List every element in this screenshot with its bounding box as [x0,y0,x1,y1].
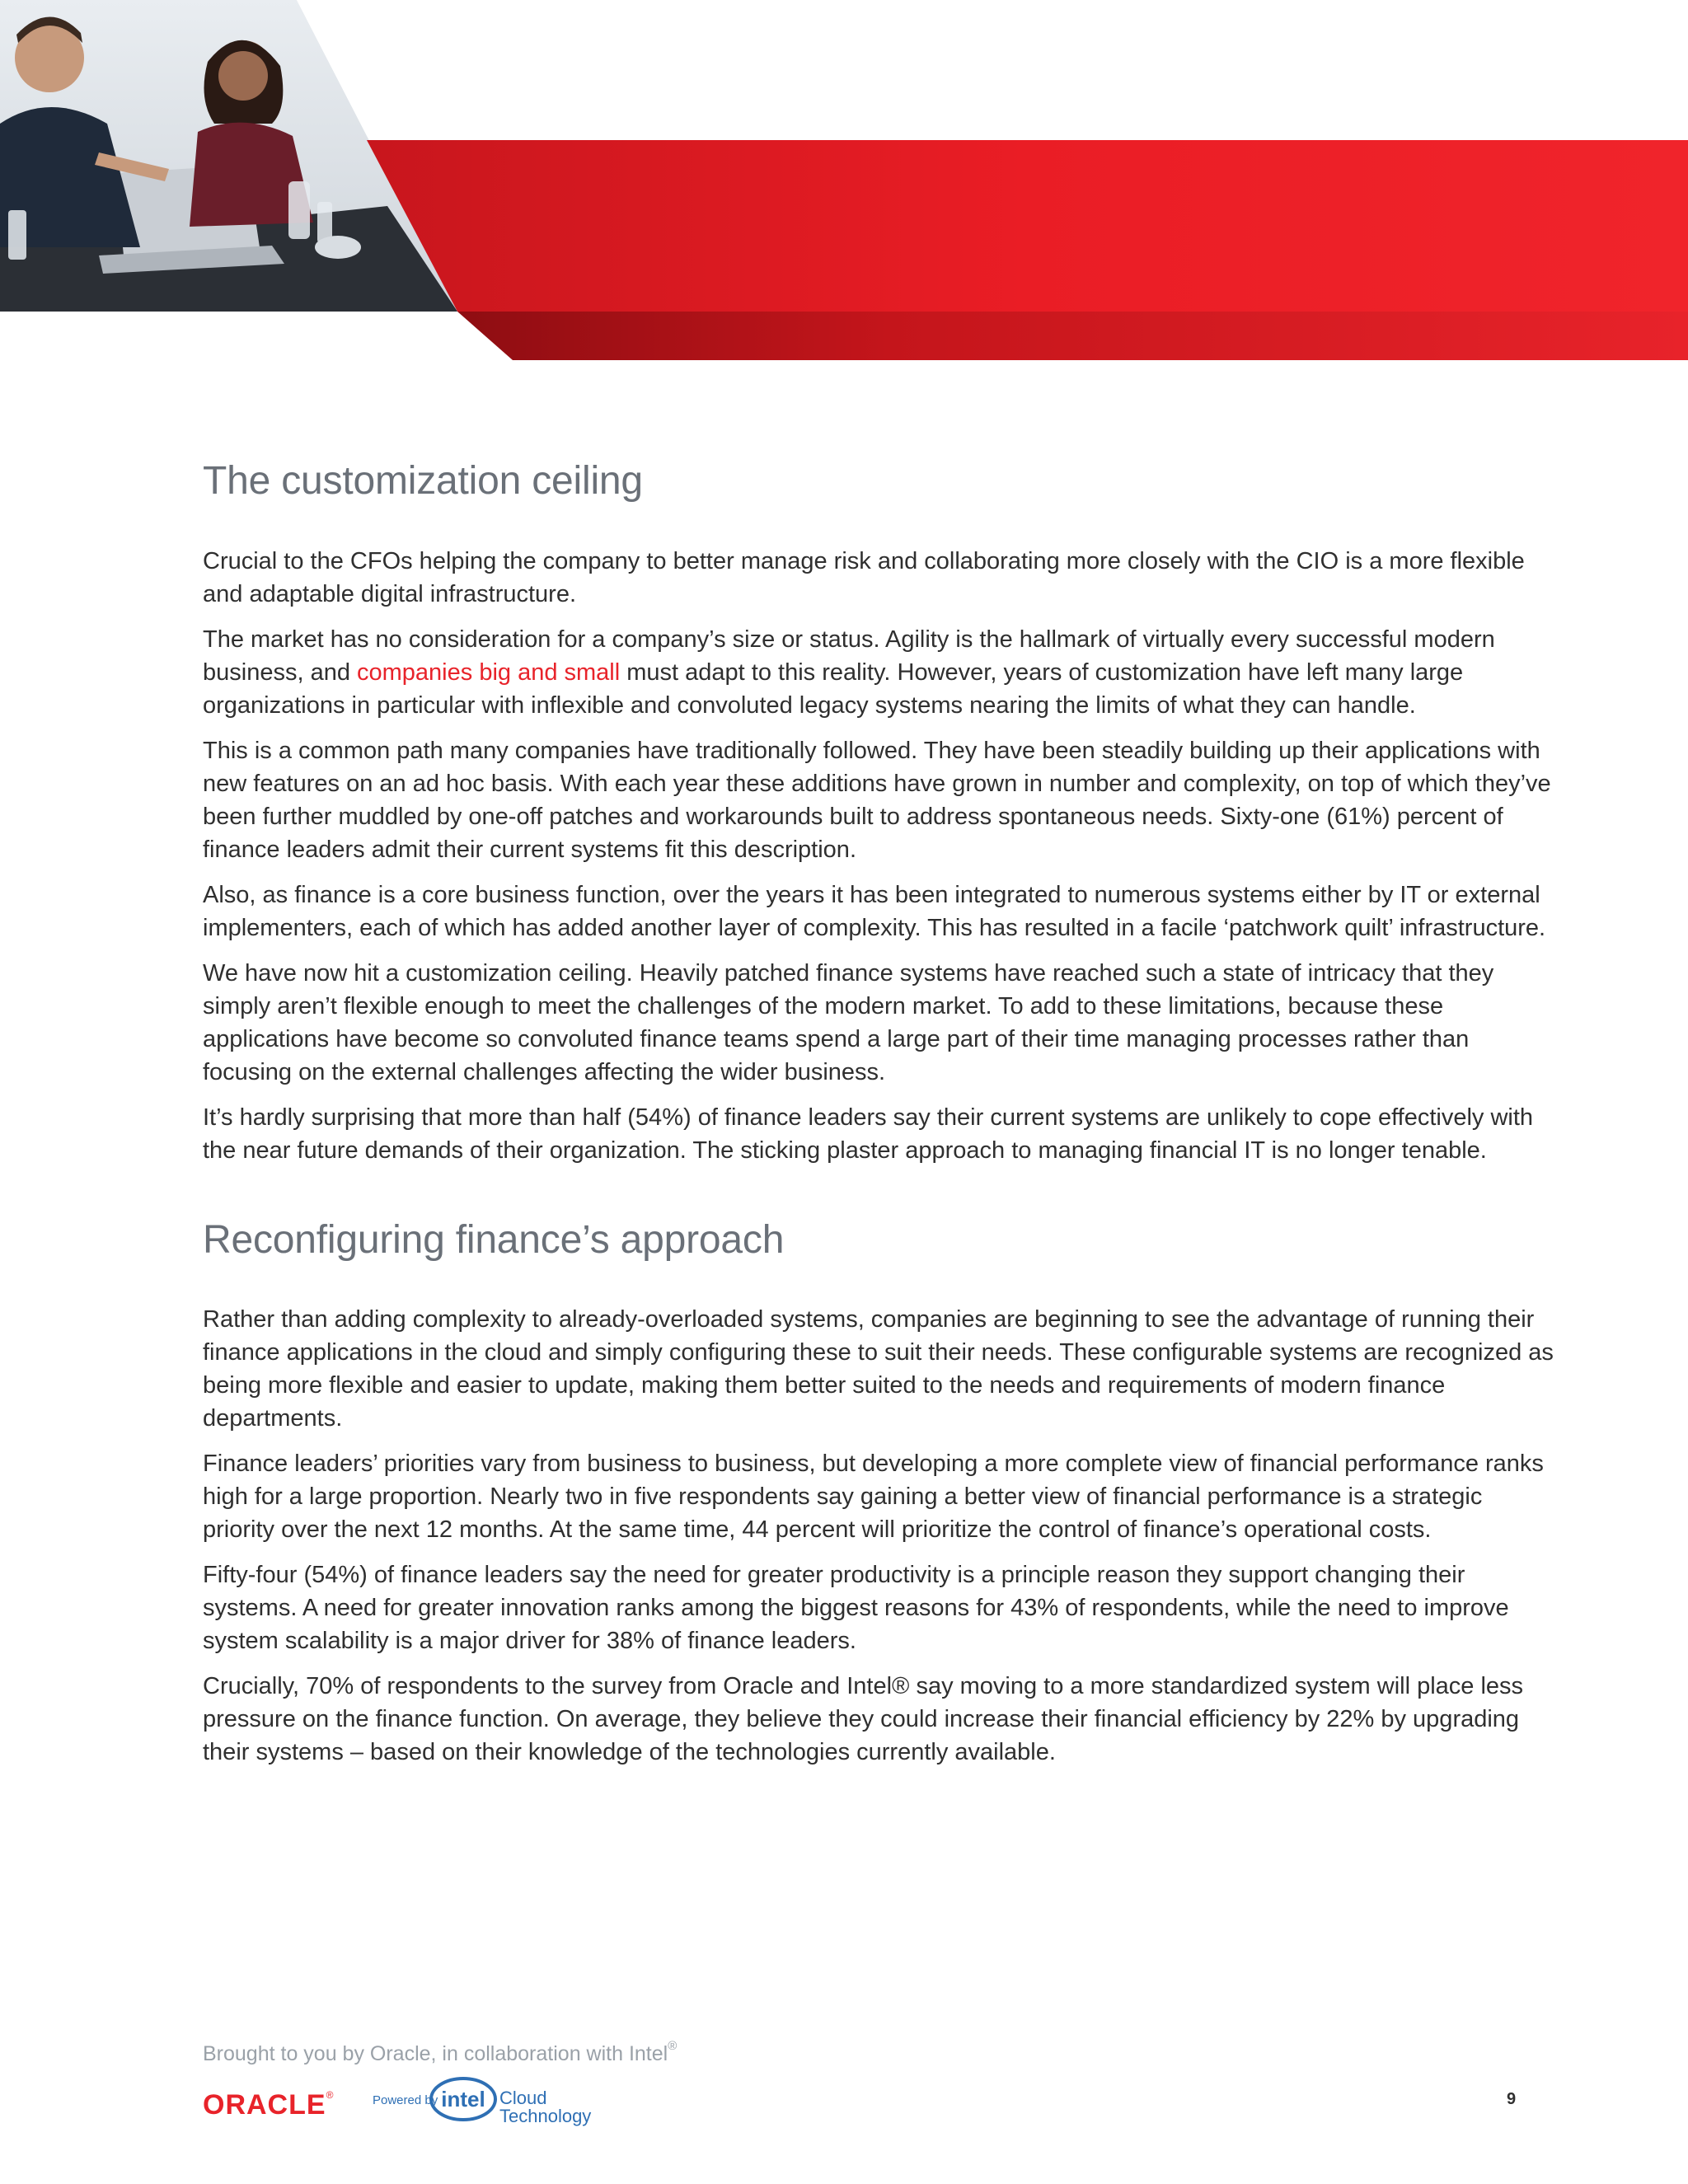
paragraph: It’s hardly surprising that more than half (54%) of finance leaders say their current systems are unlikely to cope effectively with the near future demands of their organization. The sticking plaster approach to managing financial IT is no longer tenable. [203,1104,1534,1164]
intel-logo [429,2075,498,2127]
paragraph: Also, as finance is a core business function, over the years it has been integrated to numerous systems either by IT or external implementers, each of which has added another layer of complexity. This has resulted in a facile ‘patchwork quilt’ infrastructure. [203,881,1546,941]
section-heading-customization: The customization ceiling [203,459,643,503]
paragraph: Fifty-four (54%) of finance leaders say the need for greater productivity is a principle reason they support changing their systems. A need for greater innovation ranks among the biggest reasons for 43% of respondents, while the need to improve system scalability is a major driver for 38% of finance leaders. [203,1562,1509,1655]
paragraph-text: The market has no consideration for a company’s size or status. Agility is the hallmark of virtually every successful modern business, and [203,626,1495,686]
intel-logo-text: intel [441,2087,485,2111]
paragraph: This is a common path many companies have traditionally followed. They have been steadily building up their applications with new features on an ad hoc basis. With each year these additions have grown in number and complexity, on top of which they’ve been further muddled by one-off patches and workarounds built to address spontaneous needs. Sixty-one (61%) percent of finance leaders admit their current systems fit this description. [203,737,1551,863]
page-number: 9 [1507,2090,1517,2108]
companies-big-and-small-link[interactable]: companies big and small [357,658,621,686]
article-body [203,457,1554,1781]
cloud-technology-label: Cloud Technology [499,2088,592,2126]
paragraph: Finance leaders’ priorities vary from business to business, but developing a more complete view of financial performance ranks high for a large proportion. Nearly two in five respondents say gaining a better view of financial performance is a strategic priority over the next 12 months. At the same time, 44 percent will prioritize the control of finance’s operational costs. [203,1451,1544,1544]
paragraph-text: must adapt to this reality. However, years of customization have left many large organizations in particular with inflexible and convoluted legacy systems nearing the limits of what they can handle. [203,658,1464,719]
red-banner-band [367,140,1688,312]
powered-by-label: Powered by [373,2093,438,2107]
section-heading-reconfiguring: Reconfiguring finance’s approach [203,1217,785,1262]
paragraph: Crucial to the CFOs helping the company to better manage risk and collaborating more closely with the CIO is a more flexible and adaptable digital infrastructure. [203,547,1525,607]
paragraph: Rather than adding complexity to already-overloaded systems, companies are beginning to see the advantage of running their finance applications in the cloud and simply configuring these to suit their needs. These configurable systems are recognized as being more flexible and easier to update, making them better suited to the needs and requirements of modern finance departments. [203,1306,1554,1432]
paragraph: Crucially, 70% of respondents to the survey from Oracle and Intel® say moving to a more standardized system will place less pressure on the finance function. On average, they believe they could increase their financial efficiency by 22% by upgrading their systems – based on their knowledge of the technologies currently available. [203,1673,1524,1766]
paragraph: We have now hit a customization ceiling. Heavily patched finance systems have reached such a state of intricacy that they simply aren’t flexible enough to meet the challenges of the modern market. To add to these limitations, because these applications have become so convoluted finance teams spend a large part of their time managing processes rather than focusing on the external challenges affecting the wider business. [203,959,1494,1085]
header-banner [0,0,1688,379]
red-banner-strip [457,312,1688,360]
footer-credit: Brought to you by Oracle, in collaboration with Intel® [203,2039,678,2065]
oracle-logo: ORACLE® [203,2089,335,2121]
paragraph [203,623,1554,722]
